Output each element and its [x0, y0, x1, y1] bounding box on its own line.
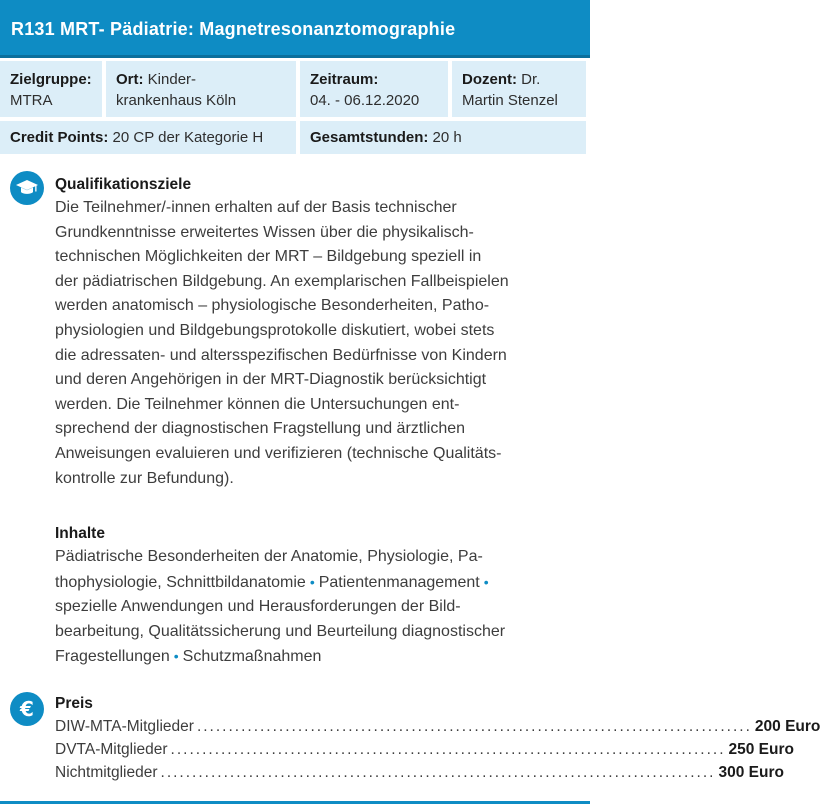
dozent-value-2: Martin Stenzel: [462, 92, 558, 109]
text-line: sprechend der diagnostischen Fragstellung und ärztlichen: [55, 420, 466, 438]
preis-heading: Preis: [55, 695, 93, 712]
price-label: DVTA-Mitglieder: [55, 741, 168, 758]
text-line: Die Teilnehmer/-innen erhalten auf der Basis technischer: [55, 199, 457, 216]
price-amount: 250 Euro: [728, 741, 794, 758]
price-label: Nichtmitglieder: [55, 764, 158, 781]
text-line: und deren Angehörigen in der MRT-Diagnostik berücksichtigt: [55, 371, 487, 389]
euro-icon: €: [10, 692, 44, 726]
qualifikationsziele-section: [55, 174, 575, 491]
bottom-divider: [0, 801, 590, 804]
credit-points-label: Credit Points:: [10, 129, 109, 146]
zielgruppe-cell: [0, 61, 102, 117]
zeitraum-label: Zeitraum:: [310, 71, 379, 88]
price-amount: 300 Euro: [718, 764, 784, 781]
inhalte-item: Schutzmaßnahmen: [182, 648, 322, 666]
price-label: DIW-MTA-Mitglieder: [55, 718, 194, 735]
graduation-cap-icon: [10, 171, 44, 205]
text-line: kontrolle zur Befundung).: [55, 469, 234, 487]
zielgruppe-label: Zielgruppe:: [10, 71, 92, 88]
gesamtstunden-value: 20 h: [432, 129, 462, 146]
text-line: die adressaten- und altersspezifischen Bedürfnisse von Kindern: [55, 346, 507, 364]
credit-points-cell: [0, 121, 296, 154]
course-title-bar: [0, 0, 590, 58]
inhalte-heading: Inhalte: [55, 525, 105, 542]
ort-label: Ort:: [116, 71, 144, 88]
text-line: werden. Die Teilnehmer können die Untersuchungen ent-: [55, 395, 460, 413]
inhalte-item: Fragestellungen: [55, 648, 170, 666]
text-line: physiologien und Bildgebungsprotokolle diskutiert, wobei stets: [55, 321, 495, 339]
dozent-cell: [452, 61, 586, 117]
qualifikationsziele-heading: Qualifikationsziele: [55, 176, 192, 193]
text-line: [55, 570, 575, 596]
leader-dots: ........................................................................................: [196, 718, 752, 735]
ort-cell: [106, 61, 296, 117]
text-line: spezielle Anwendungen und Herausforderungen der Bild-: [55, 598, 461, 616]
text-line: [55, 644, 575, 670]
text-line: Grundkenntnisse erweitertes Wissen über die physikalisch-: [55, 223, 474, 241]
bullet-icon: •: [483, 573, 489, 590]
text-line: der pädiatrischen Bildgebung. An exemplarischen Fallbeispielen: [55, 272, 509, 290]
leader-dots: ........................................................................................: [160, 764, 716, 781]
info-row-1: [0, 61, 586, 117]
gesamtstunden-cell: [300, 121, 586, 154]
leader-dots: ........................................................................................: [170, 741, 726, 758]
course-title: R131 MRT- Pädiatrie: Magnetresonanztomographie: [11, 19, 456, 39]
text-line: werden anatomisch – physiologische Besonderheiten, Patho-: [55, 297, 490, 315]
zeitraum-cell: [300, 61, 448, 117]
text-line: Pädiatrische Besonderheiten der Anatomie, Physiologie, Pa-: [55, 548, 483, 565]
ort-value-1: Kinder-: [147, 71, 197, 88]
price-row: [55, 715, 820, 738]
info-row-2: [0, 121, 586, 154]
price-amount: 200 Euro: [754, 718, 820, 735]
ort-value-2: krankenhaus Köln: [116, 92, 237, 109]
inhalte-item: Patientenmanagement: [318, 573, 480, 591]
bullet-icon: •: [309, 573, 315, 590]
inhalte-item: thophysiologie, Schnittbildanatomie: [55, 573, 306, 591]
gesamtstunden-label: Gesamtstunden:: [310, 129, 429, 146]
price-row: [55, 738, 794, 761]
zeitraum-value: 04. - 06.12.2020: [310, 92, 420, 109]
text-line: bearbeitung, Qualitätssicherung und Beurteilung diagnostischer: [55, 622, 506, 640]
preis-section: [55, 693, 820, 784]
text-line: technischen Möglichkeiten der MRT – Bildgebung speziell in: [55, 248, 482, 266]
text-line: Anweisungen evaluieren und verifizieren (technische Qualitäts-: [55, 444, 502, 462]
credit-points-value: 20 CP der Kategorie H: [112, 129, 264, 146]
inhalte-section: [55, 523, 575, 670]
inhalte-text: [55, 545, 575, 670]
price-row: [55, 761, 784, 784]
zielgruppe-value: MTRA: [10, 92, 53, 109]
dozent-label: Dozent:: [462, 71, 517, 88]
bullet-icon: •: [173, 648, 179, 665]
dozent-value-1: Dr.: [521, 71, 541, 88]
qualifikationsziele-text: [55, 196, 575, 491]
